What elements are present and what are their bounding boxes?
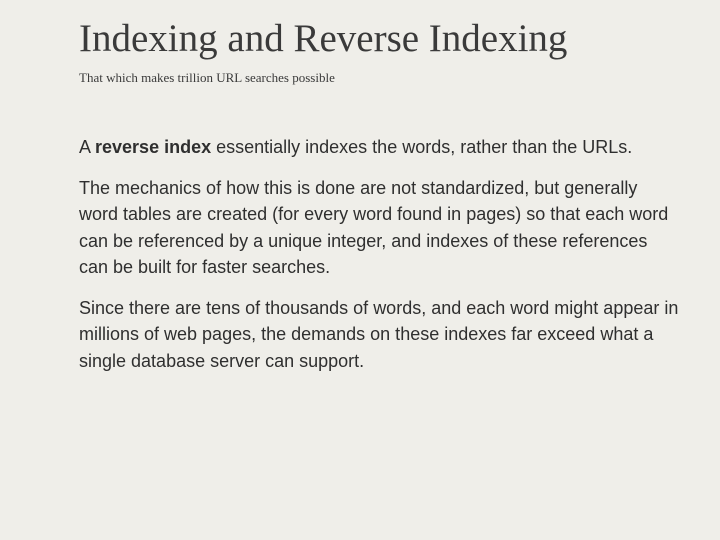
slide-body [79,134,679,388]
slide-subtitle: That which makes trillion URL searches possible [79,70,335,85]
reverse-index-term: reverse index [95,137,212,157]
slide-title: Indexing and Reverse Indexing [79,17,568,60]
paragraph-scale: Since there are tens of thousands of words, and each word might appear in millions of web pages, the demands on these indexes far exceed what a single database server can support. [79,297,679,371]
paragraph-rest: essentially indexes the words, rather than the URLs. [211,137,633,157]
paragraph-mechanics: The mechanics of how this is done are not standardized, but generally word tables are created (for every word found in pages) so that each word can be referenced by a unique integer, and indexes of these references can be built for faster searches. [79,177,669,277]
paragraph-reverse-index [79,134,679,161]
paragraph-lead: A [79,137,96,157]
